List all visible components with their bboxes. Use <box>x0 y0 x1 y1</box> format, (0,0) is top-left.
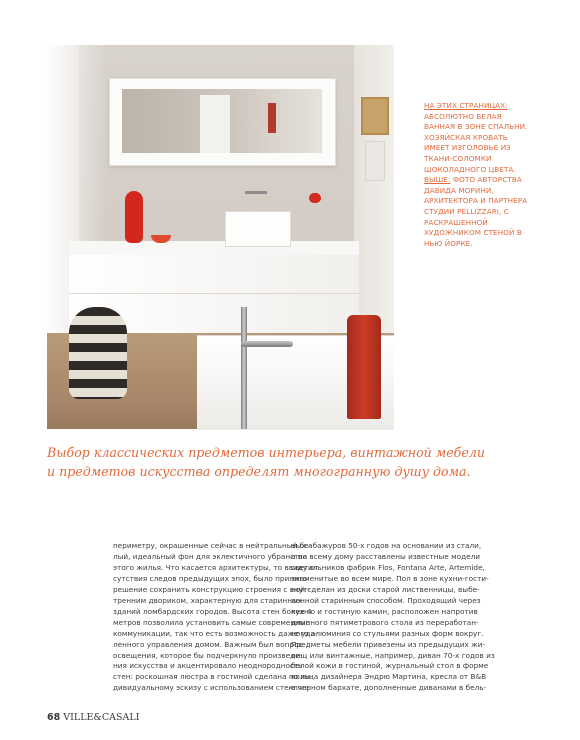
text-line: лищ или винтажные, например, диван 70-х годов из <box>291 650 495 660</box>
text-line: зданий ломбардских городов. Высота стен более 4 <box>113 606 312 616</box>
text-line: в черном бархате, дополненные диванами в бель- <box>291 683 487 693</box>
text-line: этого жилья. Что касается архитектуры, то ввиду от- <box>113 562 321 572</box>
photo-red-object <box>309 193 321 203</box>
photo-wall-frame-small <box>365 141 385 181</box>
photo-caption <box>424 101 532 249</box>
text-line: ленного управления домом. Важным был вопрос <box>113 639 303 649</box>
text-line: дивидуальному эскизу с использованием стеклян- <box>113 683 310 693</box>
text-line: сутствия следов предыдущих эпох, было принято <box>113 573 308 583</box>
text-line: а по всему дому расставлены известные модели <box>291 551 481 561</box>
text-line: ния искусства и акцентировало неоднородность <box>113 661 303 671</box>
pull-quote-line: и предметов искусства определят многогранную душу дома. <box>47 463 471 479</box>
photo-wall-faucet <box>245 191 267 194</box>
text-line: кухню и гостиную камин, расположен напротив <box>291 606 478 616</box>
text-line: светильников фабрик Flos, Fontana Arte, Artemide, <box>291 562 485 572</box>
photo-wall-frame <box>361 97 389 135</box>
text-line: метров позволила установить самые современные <box>113 617 311 627</box>
photo-red-towel <box>347 315 381 419</box>
photo-sink-basin <box>225 211 291 247</box>
photo-tub-faucet <box>241 307 247 429</box>
pull-quote <box>47 444 527 481</box>
text-line: лый, идеальный фон для эклектичного убранства <box>113 551 308 561</box>
photo-cabinet-seam <box>69 293 359 294</box>
text-line: белой кожи в гостиной, журнальный стол в форме <box>291 661 489 671</box>
body-column-left <box>113 541 321 694</box>
photo-reflected-towel <box>268 103 276 133</box>
caption-text-1: АБСОЛЮТНО БЕЛАЯ ВАННАЯ В ЗОНЕ СПАЛЬНИ. ХОЗЯЙСКАЯ КРОВАТЬ ИМЕЕТ ИЗГОЛОВЬЕ ИЗ ТКАНИ-СОЛОМКИ ШОКОЛАДНОГО ЦВЕТА. <box>424 111 528 174</box>
page-folio <box>47 712 139 723</box>
text-line: Предметы мебели привезены из предыдущих жи- <box>291 639 486 649</box>
bathroom-photo <box>47 45 394 429</box>
text-line: тренним двориком, характерную для старинных <box>113 595 303 605</box>
body-column-right <box>291 541 495 694</box>
photo-tub-spout <box>241 341 293 347</box>
text-line: длинного пятиметрового стола из переработан- <box>291 617 479 627</box>
caption-label: ВЫШЕ: <box>424 175 451 185</box>
text-line: ленной старинным способом. Проходящий через <box>291 595 481 605</box>
magazine-name: VILLE&CASALI <box>63 712 140 723</box>
photo-mirror-reflection <box>122 89 322 153</box>
photo-reflected-door <box>200 95 230 153</box>
text-line: ного алюминия со стульями разных форм вокруг. <box>291 628 484 638</box>
photo-striped-basket <box>69 307 127 399</box>
photo-red-vase <box>125 191 143 243</box>
caption-lead: НА ЭТИХ СТРАНИЦАХ: <box>424 101 508 110</box>
text-line: знаменитые во всем мире. Пол в зоне кухни-гости- <box>291 573 489 583</box>
text-line: освещения, которое бы подчеркнуло произведе- <box>113 650 303 660</box>
photo-mirror <box>109 78 336 166</box>
caption-text-2: ФОТО АВТОРСТВА ДАВИДА МОРИНИ, АРХИТЕКТОРА И ПАРТНЕРА СТУДИИ PELLIZZARI, С РАСКРАШЕННОЙ ХУДОЖНИКОМ СТЕНОЙ В НЬЮ ЙОРКЕ. <box>424 175 528 248</box>
page-number: 68 <box>47 712 61 723</box>
text-line: решение сохранить конструкцию строения с внут- <box>113 584 310 594</box>
pull-quote-line: Выбор классических предметов интерьера, винтажной мебели <box>47 445 485 460</box>
text-line: коммуникации, так что есть возможность даже уда- <box>113 628 318 638</box>
photo-countertop <box>69 241 359 256</box>
text-line: кольца дизайнера Эндрю Мартина, кресла от B&B <box>291 672 487 682</box>
text-line: ных абажуров 50-х годов на основании из стали, <box>291 541 482 550</box>
text-line: ной сделан из доски старой лиственницы, выбе- <box>291 584 480 594</box>
text-line: периметру, окрашенные сейчас в нейтральный бе- <box>113 541 312 550</box>
text-line: стен: роскошная люстра в гостиной сделана по ин- <box>113 672 313 682</box>
